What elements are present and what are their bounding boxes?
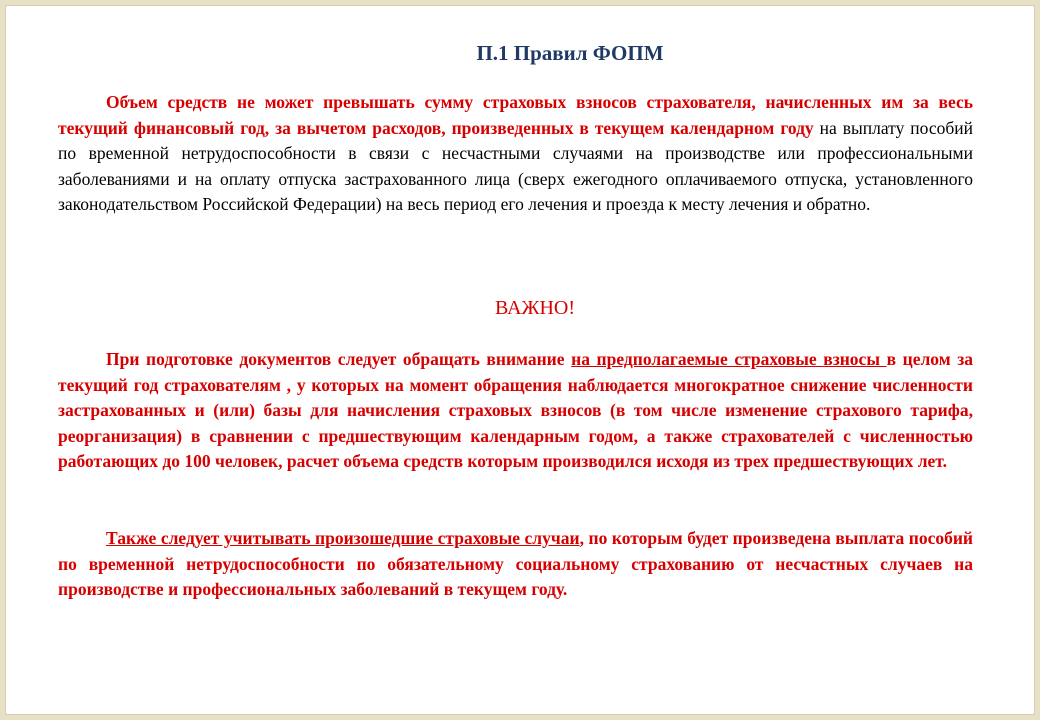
paragraph-insured-events	[58, 526, 973, 603]
important-heading: ВАЖНО!	[495, 297, 575, 319]
paragraph-document-preparation-intro: При подготовке документов следует обращать внимание	[106, 349, 572, 369]
paragraph-document-preparation	[58, 347, 973, 475]
paragraph-insured-events-body: , по которым будет произведена выплата пособий по временной нетрудоспособности по обязательному социальному страхованию от несчастных случаев на производстве и профессиональных заболеваний в текущем году.	[58, 528, 974, 599]
paragraph-document-preparation-body: в целом за текущий год страхователям , у которых на момент обращения наблюдается многократное снижение численности застрахованных и (или) базы для начисления страховых взносов (в том числе изменение страхового тарифа, реорганизация) в сравнении с предшествующим календарным годом, а также страхователей с численностью работающих до 100 человек, расчет объема средств которым производился исходя из трех предшествующих лет.	[58, 349, 973, 471]
page-title: П.1 Правил ФОПМ	[476, 41, 664, 65]
paragraph-fund-limit-highlight: Объем средств не может превышать сумму страховых взносов страхователя, начисленных им за весь текущий финансовый год, за вычетом расходов, произведенных в текущем календарном году	[58, 92, 973, 138]
paragraph-insured-events-underlined: Также следует учитывать произошедшие страховые случаи	[106, 528, 580, 548]
paragraph-fund-limit-body: на выплату пособий по временной нетрудоспособности в связи с несчастными случаями на производстве или профессиональными заболеваниями и на оплату отпуска застрахованного лица (сверх ежегодного оплачиваемого отпуска, установленного законодательством Российской Федерации) на весь период его лечения и проезда к месту лечения и обратно.	[58, 117, 974, 214]
paragraph-fund-limit	[58, 90, 973, 218]
paragraph-document-preparation-underlined: на предполагаемые страховые взносы	[571, 349, 887, 369]
